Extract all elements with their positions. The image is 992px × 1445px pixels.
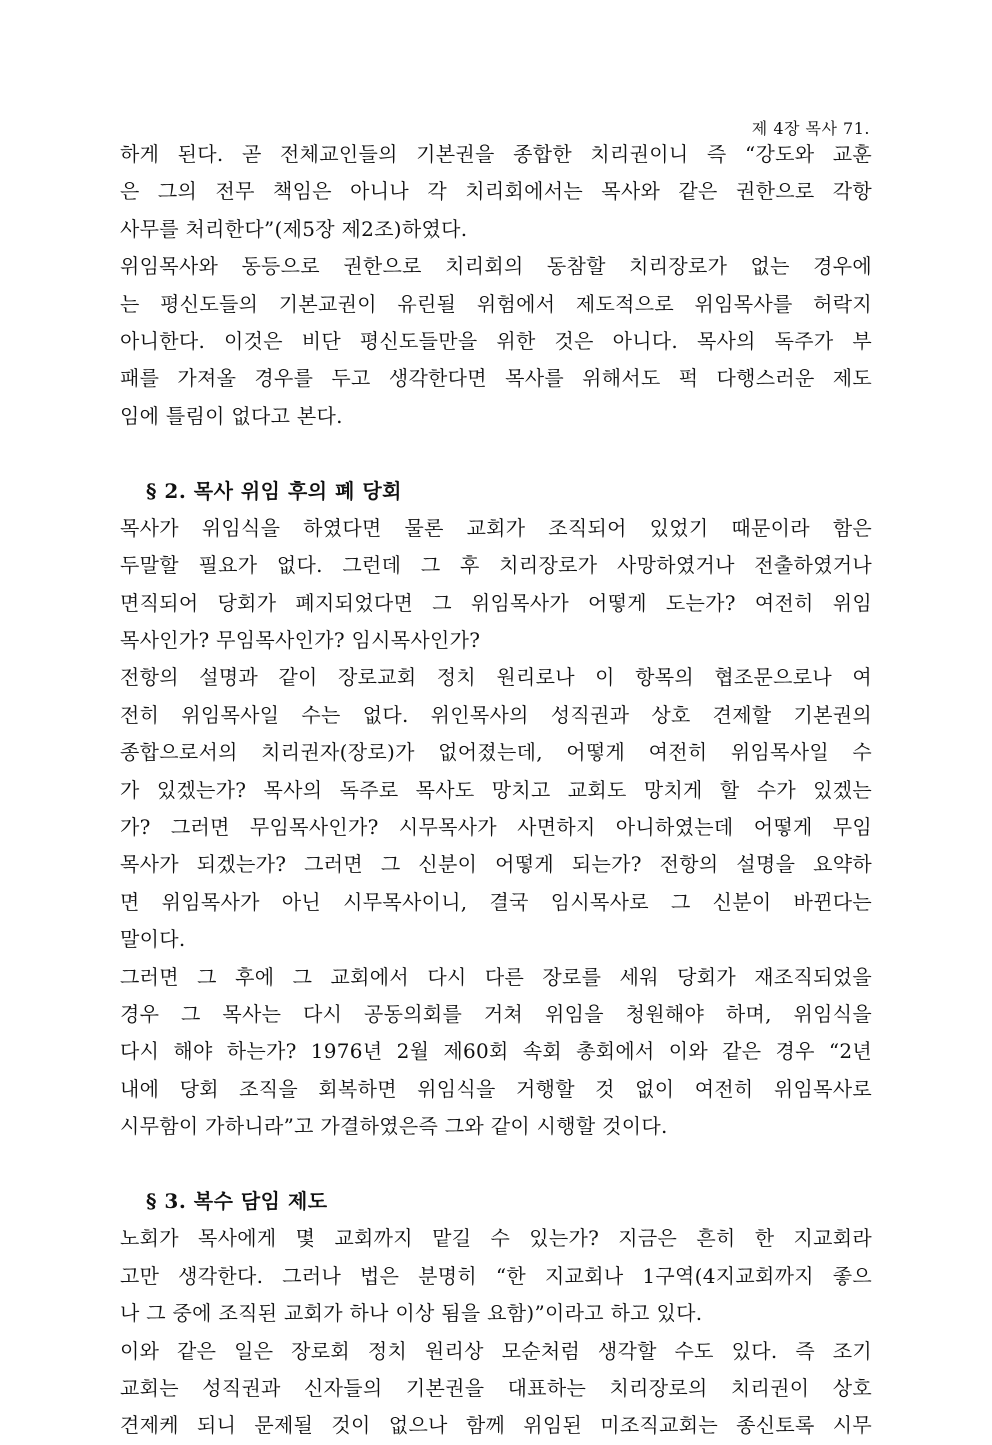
text-line: 목사가 되겠는가? 그러면 그 신분이 어떻게 되는가? 전항의 설명을 요약하 xyxy=(120,852,872,877)
text-line: 나 그 중에 조직된 교회가 하나 이상 됨을 요함)”이라고 하고 있다. xyxy=(120,1301,703,1326)
section-heading: § 2. 목사 위임 후의 폐 당회 xyxy=(146,478,402,503)
text-line: 그러면 그 후에 그 교회에서 다시 다른 장로를 세워 당회가 재조직되었을 xyxy=(120,964,872,989)
text-line: 두말할 필요가 없다. 그런데 그 후 치리장로가 사망하였거나 전출하였거나 xyxy=(120,553,872,578)
text-line: 견제케 되니 문제될 것이 없으나 함께 위임된 미조직교회는 종신토록 시무 xyxy=(120,1413,872,1438)
text-line: 사무를 처리한다”(제5장 제2조)하였다. xyxy=(120,216,468,241)
text-line: 위임목사와 동등으로 권한으로 치리회의 동참할 치리장로가 없는 경우에 xyxy=(120,254,872,279)
running-header: 제 4장 목사 71. xyxy=(751,119,870,138)
text-line: 목사인가? 무임목사인가? 임시목사인가? xyxy=(120,628,481,653)
text-line: 는 평신도들의 기본교권이 유린될 위험에서 제도적으로 위임목사를 허락지 xyxy=(120,291,872,316)
text-line: 교회는 성직권과 신자들의 기본권을 대표하는 치리장로의 치리권이 상호 xyxy=(120,1375,872,1400)
text-line: 면 위임목사가 아닌 시무목사이니, 결국 임시목사로 그 신분이 바뀐다는 xyxy=(120,889,872,914)
page-body xyxy=(120,136,872,1445)
text-line: 말이다. xyxy=(120,927,186,952)
paragraph-gap xyxy=(120,435,872,472)
text-line: 전항의 설명과 같이 장로교회 정치 원리로나 이 항목의 협조문으로나 여 xyxy=(120,665,872,690)
paragraph-gap xyxy=(120,1146,872,1183)
text-line: 전히 위임목사일 수는 없다. 위인목사의 성직권과 상호 견제할 기본권의 xyxy=(120,702,872,727)
text-line: 가? 그러면 무임목사인가? 시무목사가 사면하지 아니하였는데 어떻게 무임 xyxy=(120,815,872,840)
text-line: 내에 당회 조직을 회복하면 위임식을 거행할 것 없이 여전히 위임목사로 xyxy=(120,1076,872,1101)
section-heading: § 3. 복수 담임 제도 xyxy=(146,1188,328,1213)
text-line: 아니한다. 이것은 비단 평신도들만을 위한 것은 아니다. 목사의 독주가 부 xyxy=(120,328,872,353)
text-line: 목사가 위임식을 하였다면 물론 교회가 조직되어 있었기 때문이라 함은 xyxy=(120,515,872,540)
text-line: 다시 해야 하는가? 1976년 2월 제60회 속회 총회에서 이와 같은 경우 “2년 xyxy=(120,1039,872,1064)
text-line: 노회가 목사에게 몇 교회까지 맡길 수 있는가? 지금은 흔히 한 지교회라 xyxy=(120,1226,872,1251)
text-line: 임에 틀림이 없다고 본다. xyxy=(120,403,343,428)
text-line: 이와 같은 일은 장로회 정치 원리상 모순처럼 생각할 수도 있다. 즉 조기 xyxy=(120,1338,872,1363)
text-line: 패를 가져올 경우를 두고 생각한다면 목사를 위해서도 퍽 다행스러운 제도 xyxy=(120,366,872,391)
text-line: 고만 생각한다. 그러나 법은 분명히 “한 지교회나 1구역(4지교회까지 좋으 xyxy=(120,1263,872,1288)
text-line: 종합으로서의 치리권자(장로)가 없어졌는데, 어떻게 여전히 위임목사일 수 xyxy=(120,740,872,765)
text-line: 은 그의 전무 책임은 아니나 각 치리회에서는 목사와 같은 권한으로 각항 xyxy=(120,179,872,204)
text-line: 하게 된다. 곧 전체교인들의 기본권을 종합한 치리권이니 즉 “강도와 교훈 xyxy=(120,142,872,166)
text-line: 시무함이 가하니라”고 가결하였은즉 그와 같이 시행할 것이다. xyxy=(120,1114,668,1139)
text-line: 면직되어 당회가 폐지되었다면 그 위임목사가 어떻게 도는가? 여전히 위임 xyxy=(120,590,872,615)
text-line: 경우 그 목사는 다시 공동의회를 거쳐 위임을 청원해야 하며, 위임식을 xyxy=(120,1001,872,1026)
text-line: 가 있겠는가? 목사의 독주로 목사도 망치고 교회도 망치게 할 수가 있겠는 xyxy=(120,777,872,802)
